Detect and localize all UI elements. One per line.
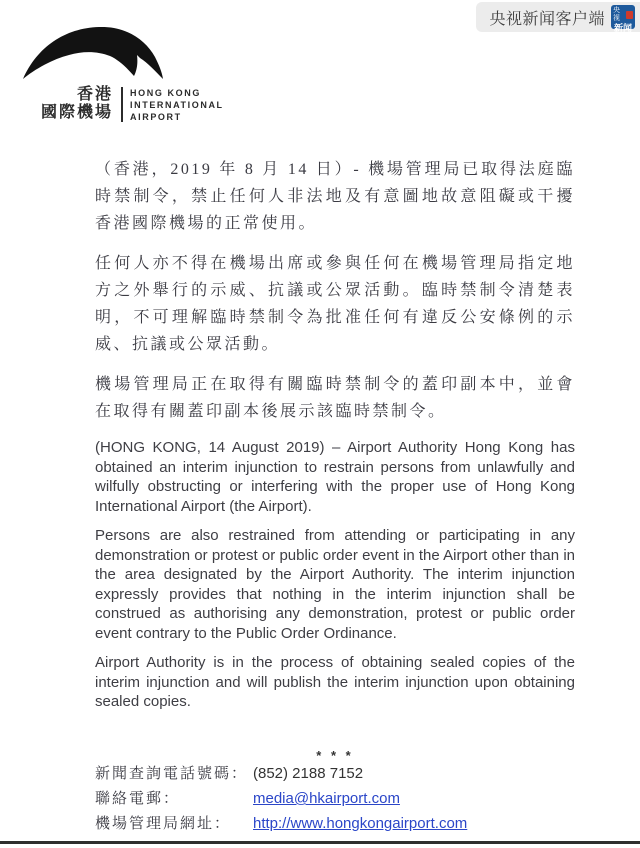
- hkia-logo-zh-line1: 香港: [77, 86, 114, 103]
- email-label: 聯絡電郵：: [95, 791, 181, 807]
- phone-label: 新聞查詢電話號碼：: [95, 766, 249, 782]
- bottom-border-rule: [0, 841, 640, 844]
- section-separator: * * *: [316, 747, 354, 763]
- website-link[interactable]: http://www.hongkongairport.com: [253, 815, 468, 832]
- paragraph-zh-2: 任何人亦不得在機場出席或參與任何在機場管理局指定地方之外舉行的示威、抗議或公眾活動。臨時禁制令清楚表明，不可理解臨時禁制令為批准任何有違反公安條例的示威、抗議或公眾活動。: [95, 255, 575, 353]
- hkia-logo-english: [130, 86, 224, 123]
- contact-row-phone: [95, 762, 575, 787]
- paragraph-zh-1: （香港，2019 年 8 月 14 日）- 機場管理局已取得法庭臨時禁制令，禁止任何人非法地及有意圖地故意阻礙或干擾香港國際機場的正常使用。: [95, 161, 575, 232]
- phone-number: (852) 2188 7152: [253, 765, 364, 782]
- hkia-swoosh-icon: [23, 27, 169, 84]
- email-link[interactable]: media@hkairport.com: [253, 790, 400, 807]
- paragraph-en-1: (HONG KONG, 14 August 2019) – Airport Authority Hong Kong has obtained an interim injunction to restrain persons from unlawfully and wilfully obstructing or interfering with the proper use of Hong Kong International Airport (the Airport).: [95, 439, 575, 515]
- hkia-logo-text: [41, 86, 224, 123]
- website-label: 機場管理局網址：: [95, 816, 232, 832]
- paragraph-zh-3: 機場管理局正在取得有關臨時禁制令的蓋印副本中，並會在取得有關蓋印副本後展示該臨時禁制令。: [95, 376, 575, 420]
- contact-block: [95, 762, 575, 837]
- hkia-logo-zh-line2: 國際機場: [41, 104, 114, 121]
- hkia-logo-en-line1: HONG KONG: [130, 88, 201, 98]
- press-release-body: [95, 156, 575, 763]
- paragraph-en-2: Persons are also restrained from attending or participating in any demonstration or protest or public order event in the Airport other than in the area designated by the Airport Authority. The interim injunction expressly provides that nothing in the interim injunction shall be construed as authorising any demonstration, protest or public order event contrary to the Public Order Ordinance.: [95, 527, 575, 642]
- contact-row-website: [95, 812, 575, 837]
- hkia-logo-en-line2: INTERNATIONAL: [130, 100, 224, 110]
- contact-row-email: [95, 787, 575, 812]
- app-icon-text-top: 央视: [613, 7, 620, 22]
- hkia-logo-en-line3: AIRPORT: [130, 112, 182, 122]
- paragraph-en-3: Airport Authority is in the process of obtaining sealed copies of the interim injunction and will publish the interim injunction upon obtaining sealed copies.: [95, 654, 575, 710]
- app-icon-red-square: [626, 11, 633, 19]
- watermark-label: 央视新闻客户端: [489, 10, 605, 28]
- news-app-watermark: [476, 2, 640, 32]
- app-icon-text-bottom: 新闻: [613, 23, 632, 33]
- hkia-logo-divider: [121, 87, 123, 122]
- cctv-news-app-icon: [611, 5, 635, 33]
- hkia-logo-chinese: [41, 86, 113, 123]
